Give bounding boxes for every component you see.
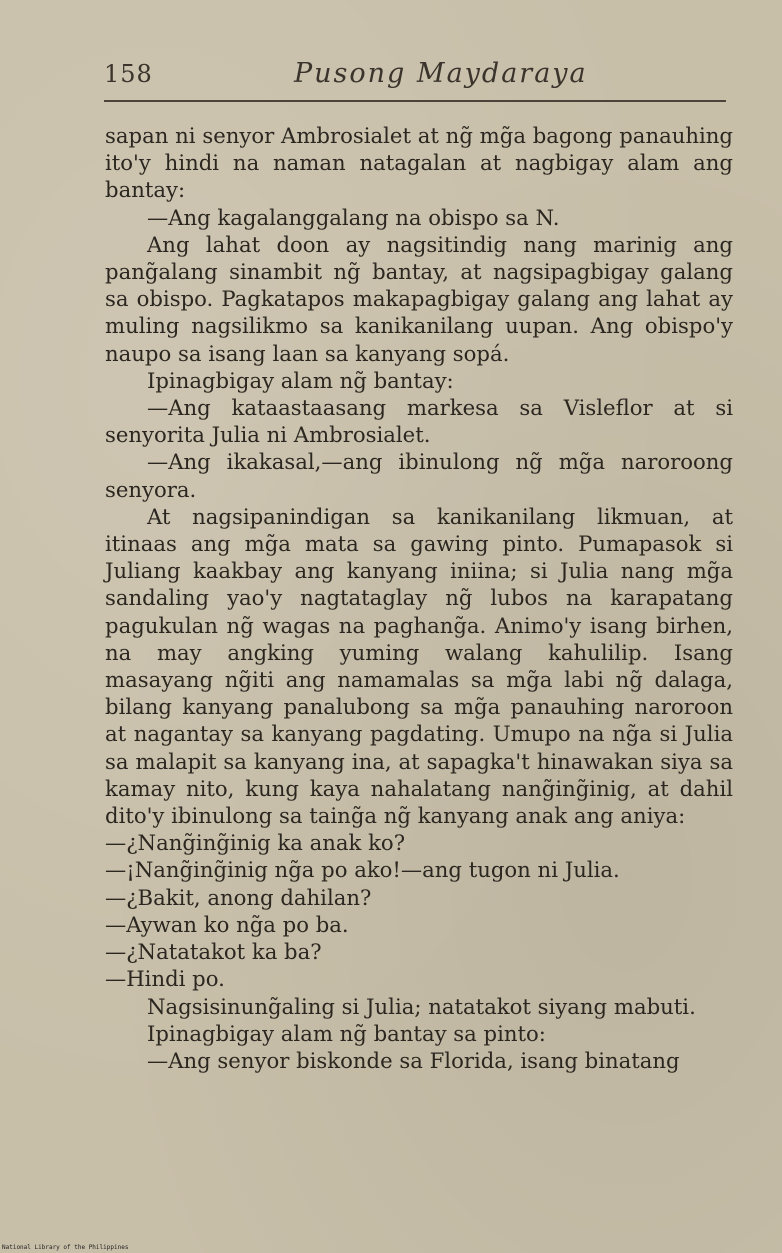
library-credit: National Library of the Philippines [2,1244,129,1251]
paragraph: Ipinagbigay alam ng̃ bantay sa pinto: [147,1020,546,1046]
paragraph: Ang lahat doon ay nagsitindig nang marinig ang pang̃alang sinambit ng̃ bantay, at nagsipagbigay galang sa obispo. Pagkatapos makapagbigay galang ang lahat ay muling nagsilikmo sa kanikanilang uupan. Ang obispo'y naupo sa isang laan sa kanyang sopá. [105,231,733,366]
paragraph: —Ang senyor biskonde sa Florida, isang binatang [147,1047,680,1073]
page-number: 158 [104,60,153,88]
dialog-line: —Hindi po. [105,966,225,992]
dialog-line: —¿Nang̃ing̃inig ka anak ko? [105,830,406,856]
paragraph: Ipinagbigay alam ng̃ bantay: [147,367,454,393]
header-rule [104,100,726,102]
paragraph: Nagsisinung̃aling si Julia; natatakot siyang mabuti. [147,993,696,1019]
body-text [105,122,733,1074]
paragraph: —Ang kagalanggalang na obispo sa N. [147,204,560,230]
paragraph: —Ang kataastaasang markesa sa Visleflor at si senyorita Julia ni Ambrosialet. [105,395,733,448]
dialog-line: —¡Nang̃ing̃inig ng̃a po ako!—ang tugon ni Julia. [105,857,620,883]
paragraph: —Ang ikakasal,—ang ibinulong ng̃ mg̃a naroroong senyora. [105,449,733,502]
paragraph: sapan ni senyor Ambrosialet at ng̃ mg̃a bagong panauhing ito'y hindi na naman natagalan at nagbigay alam ang bantay: [105,123,733,203]
dialog-line: —¿Natatakot ka ba? [105,939,322,965]
dialog-line: —Aywan ko ng̃a po ba. [105,911,349,937]
dialog-line: —¿Bakit, anong dahilan? [105,884,372,910]
running-title: Pusong Maydaraya [294,58,588,89]
paragraph: At nagsipanindigan sa kanikanilang likmuan, at itinaas ang mg̃a mata sa gawing pinto. Pumapasok si Juliang kaakbay ang kanyang iniina; si Julia nang mg̃a sandaling yao'y nagtataglay ng̃ lubos na karapatang pagukulan ng̃ wagas na paghang̃a. Animo'y isang birhen, na may angking yuming walang kahulilip. Isang masayang ng̃iti ang namamalas sa mg̃a labi ng̃ dalaga, bilang kanyang panalubong sa mg̃a panauhing naroroon at nagantay sa kanyang pagdating. Umupo na ng̃a si Julia sa malapit sa kanyang ina, at sapagka't hinawakan siya sa kamay nito, kung kaya nahalatang nang̃ing̃inig, at dahil dito'y ibinulong sa taing̃a ng̃ kanyang anak ang aniya: [105,503,733,829]
page-header [104,56,726,100]
